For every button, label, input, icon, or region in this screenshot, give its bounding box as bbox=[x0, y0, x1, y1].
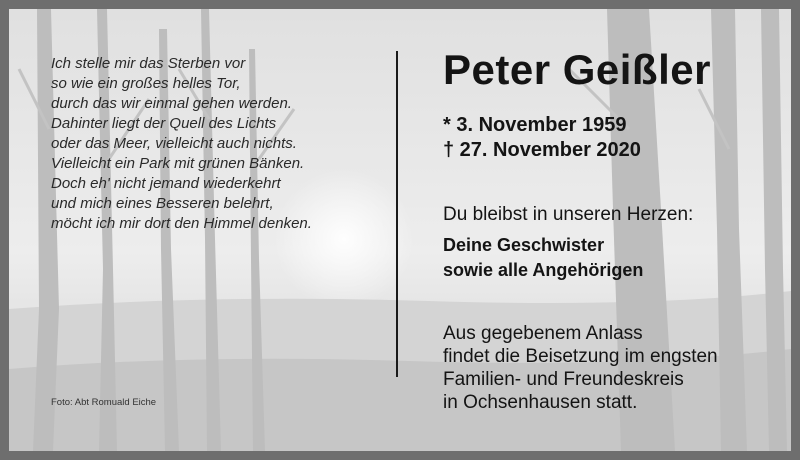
vertical-divider bbox=[396, 51, 398, 377]
birth-date: * 3. November 1959 bbox=[443, 114, 627, 136]
poem-line: möcht ich mir dort den Himmel denken. bbox=[51, 215, 312, 232]
poem-line: Ich stelle mir das Sterben vor bbox=[51, 55, 246, 72]
life-dates bbox=[443, 113, 641, 163]
poem-line: oder das Meer, vielleicht auch nichts. bbox=[51, 135, 297, 152]
mourners-line: Deine Geschwister bbox=[443, 235, 605, 255]
poem-line: Vielleicht ein Park mit grünen Bänken. bbox=[51, 155, 305, 172]
mourners-list bbox=[443, 233, 643, 283]
mourners-line: sowie alle Angehörigen bbox=[443, 260, 644, 280]
poem-line: so wie ein großes helles Tor, bbox=[51, 75, 241, 92]
poem-line: und mich eines Besseren belehrt, bbox=[51, 195, 274, 212]
farewell-motto: Du bleibst in unseren Herzen: bbox=[443, 204, 694, 225]
poem-line: Dahinter liegt der Quell des Lichts bbox=[51, 115, 277, 132]
poem-line: durch das wir einmal gehen werden. bbox=[51, 95, 292, 112]
notice-line: findet die Beisetzung im engsten bbox=[443, 346, 718, 367]
poem bbox=[51, 54, 381, 234]
poem-line: Doch eh' nicht jemand wiederkehrt bbox=[51, 175, 281, 192]
notice-line: Familien- und Freundeskreis bbox=[443, 369, 684, 390]
notice-line: in Ochsenhausen statt. bbox=[443, 392, 638, 413]
photo-credit: Foto: Abt Romuald Eiche bbox=[51, 397, 157, 408]
deceased-name: Peter Geißler bbox=[443, 46, 711, 93]
death-date: † 27. November 2020 bbox=[443, 139, 641, 161]
burial-notice bbox=[443, 322, 718, 414]
notice-line: Aus gegebenem Anlass bbox=[443, 323, 643, 344]
